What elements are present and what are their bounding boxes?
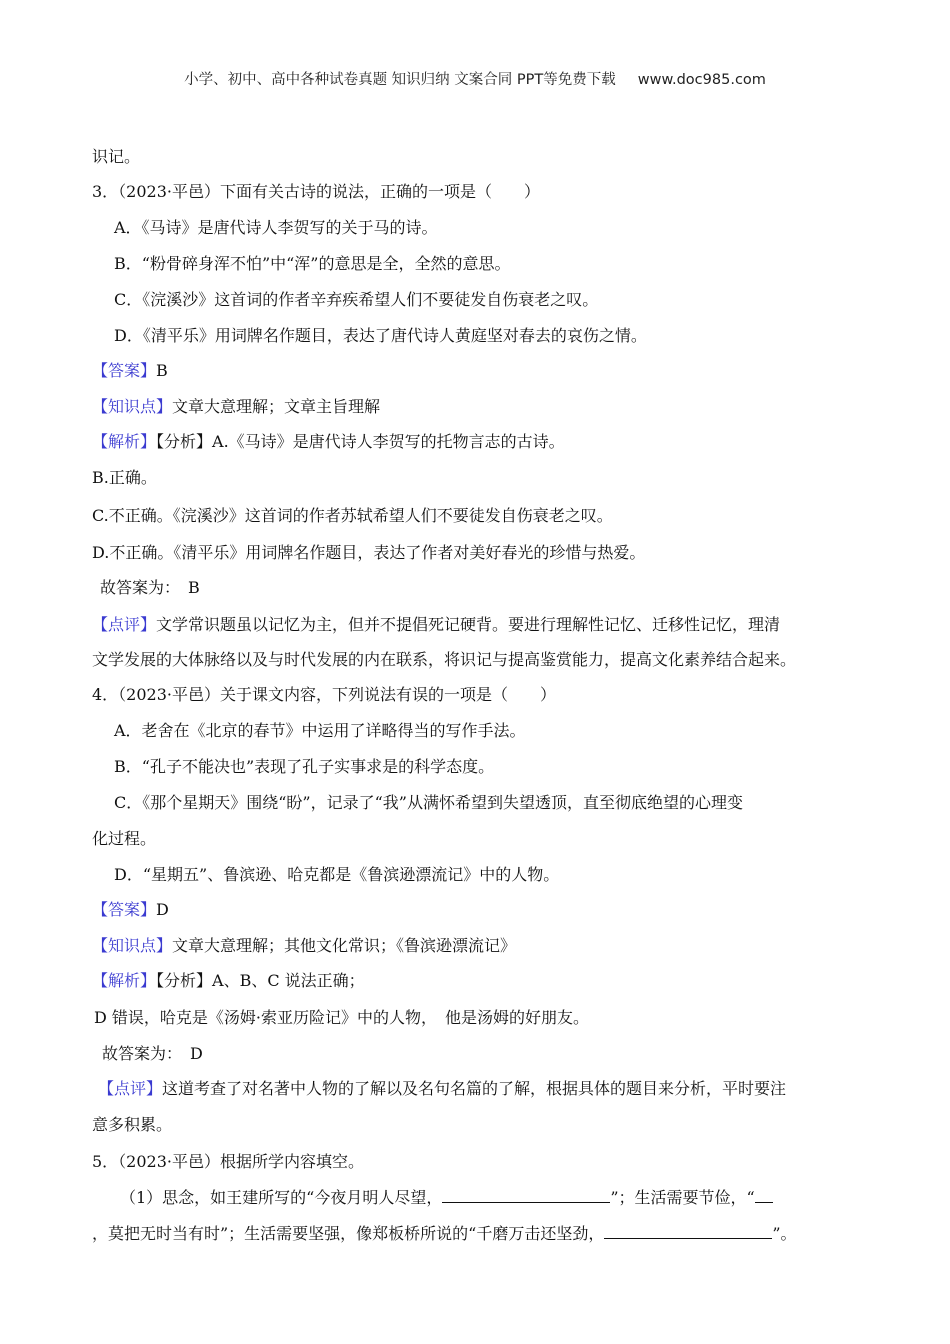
knowledge-tag: 【知识点】: [92, 397, 173, 416]
header-site-link[interactable]: www.doc985.com: [637, 72, 766, 88]
page-header: [0, 68, 950, 89]
fill-blank[interactable]: [442, 1188, 610, 1203]
question-5-stem: 5．（2023·平邑）根据所学内容填空。: [92, 1152, 364, 1171]
analysis-line: C.不正确。《浣溪沙》这首词的作者苏轼希望人们不要徒发自伤衰老之叹。: [92, 506, 613, 525]
comment-tag: 【点评】: [98, 1079, 163, 1098]
question-3-comment: [92, 613, 868, 637]
comment-text: 文学常识题虽以记忆为主，但并不提倡死记硬背。要进行理解性记忆、迁移性记忆，理清: [156, 615, 781, 634]
question-4-option-d: D．“星期五”、鲁滨逊、哈克都是《鲁滨逊漂流记》中的人物。: [114, 865, 560, 884]
question-3-knowledge: [92, 395, 868, 419]
question-3-analysis: [92, 430, 868, 454]
question-3-stem: 3．（2023·平邑）下面有关古诗的说法，正确的一项是（ ）: [92, 182, 540, 201]
question-3-option-d: D．《清平乐》用词牌名作题目，表达了唐代诗人黄庭坚对春去的哀伤之情。: [114, 326, 647, 345]
question-4-analysis: [92, 969, 868, 993]
question-5-part-1: [120, 1186, 874, 1210]
comment-line: 文学发展的大体脉络以及与时代发展的内在联系，将识记与提高鉴赏能力，提高文化素养结合起来。: [92, 650, 797, 669]
comment-line: 意多积累。: [92, 1115, 173, 1134]
text-line: 识记。: [92, 147, 141, 166]
final-answer: 故答案为： B: [100, 578, 200, 597]
analysis-line: D.不正确。《清平乐》用词牌名作题目，表达了作者对美好春光的珍惜与热爱。: [92, 543, 646, 562]
fill-text: （1）思念，如王建所写的“今夜月明人尽望，: [120, 1188, 443, 1207]
question-3-option-b: B．“粉骨碎身浑不怕”中“浑”的意思是全，全然的意思。: [114, 254, 511, 273]
analysis-tag: 【解析】: [92, 432, 157, 451]
comment-text: 这道考查了对名著中人物的了解以及名句名篇的了解，根据具体的题目来分析，平时要注: [162, 1079, 787, 1098]
knowledge-value: 文章大意理解；其他文化常识；《鲁滨逊漂流记》: [172, 936, 517, 955]
question-3-option-c: C．《浣溪沙》这首词的作者辛弃疾希望人们不要徒发自伤衰老之叹。: [114, 290, 599, 309]
fill-text: ”；生活需要节俭，“: [610, 1188, 755, 1207]
question-4-option-b: B．“孔子不能决也”表现了孔子实事求是的科学态度。: [114, 757, 495, 776]
analysis-line: D 错误，哈克是《汤姆·索亚历险记》中的人物， 他是汤姆的好朋友。: [94, 1008, 590, 1027]
analysis-text: 【分析】A、B、C 说法正确；: [156, 971, 365, 990]
question-4-answer: [92, 898, 868, 922]
fill-text: ，莫把无时当有时”；生活需要坚强，像郑板桥所说的“千磨万击还坚劲，: [92, 1224, 605, 1243]
answer-tag: 【答案】: [92, 361, 157, 380]
question-5-part-1-cont: [92, 1222, 868, 1246]
question-4-option-c: C．《那个星期天》围绕“盼”，记录了“我”从满怀希望到失望透顶，直至彻底绝望的心理变: [114, 793, 743, 812]
analysis-text: 【分析】A.《马诗》是唐代诗人李贺写的托物言志的古诗。: [156, 432, 565, 451]
final-answer: 故答案为： D: [102, 1044, 203, 1063]
question-4-stem: 4．（2023·平邑）关于课文内容，下列说法有误的一项是（ ）: [92, 685, 556, 704]
fill-text: ”。: [772, 1224, 797, 1243]
analysis-line: B.正确。: [92, 468, 157, 487]
analysis-tag: 【解析】: [92, 971, 157, 990]
question-4-option-a: A．老舍在《北京的春节》中运用了详略得当的写作手法。: [114, 721, 526, 740]
option-continuation: 化过程。: [92, 829, 157, 848]
knowledge-tag: 【知识点】: [92, 936, 173, 955]
question-3-answer: [92, 359, 868, 383]
comment-tag: 【点评】: [92, 615, 157, 634]
question-4-knowledge: [92, 934, 868, 958]
question-3-option-a: A．《马诗》是唐代诗人李贺写的关于马的诗。: [114, 218, 438, 237]
answer-value: B: [156, 361, 168, 380]
answer-value: D: [156, 900, 169, 919]
knowledge-value: 文章大意理解；文章主旨理解: [172, 397, 381, 416]
fill-blank[interactable]: [755, 1188, 773, 1203]
header-text: 小学、初中、高中各种试卷真题 知识归纳 文案合同 PPT等免费下载: [184, 72, 616, 88]
fill-blank[interactable]: [604, 1224, 772, 1239]
question-4-comment: [98, 1077, 874, 1101]
answer-tag: 【答案】: [92, 900, 157, 919]
